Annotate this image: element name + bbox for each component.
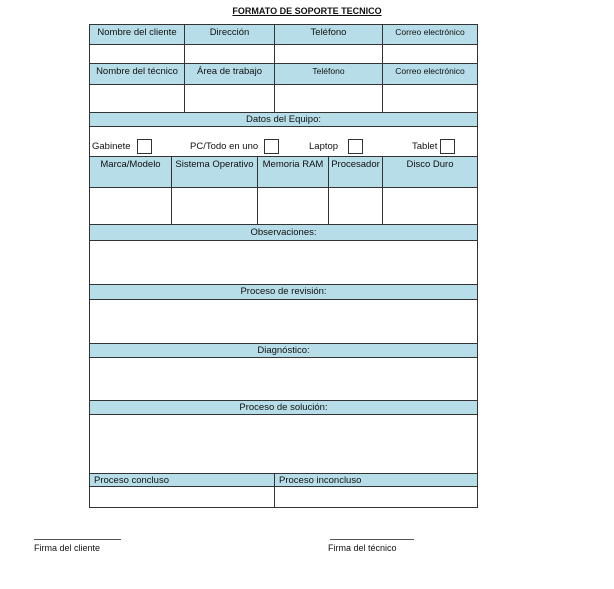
review-header: Proceso de revisión:	[89, 284, 478, 300]
client-signature-line[interactable]	[34, 539, 121, 540]
observations-header: Observaciones:	[89, 224, 478, 241]
type-label: Laptop	[309, 141, 339, 153]
cpu-field[interactable]	[328, 187, 383, 225]
solution-header: Proceso de solución:	[89, 400, 478, 415]
checkbox[interactable]	[440, 139, 455, 154]
checkbox[interactable]	[348, 139, 363, 154]
brand-field[interactable]	[89, 187, 172, 225]
client-signature-label: Firma del cliente	[34, 543, 101, 553]
header-ram: Memoria RAM	[257, 156, 329, 188]
header-client-name: Nombre del cliente	[89, 24, 185, 45]
tech-phone-field[interactable]	[274, 84, 383, 113]
header-tech-phone: Teléfono	[274, 63, 383, 85]
type-gabinete[interactable]	[92, 139, 152, 154]
type-label: Tablet	[412, 141, 438, 153]
header-disk: Disco Duro	[382, 156, 478, 188]
finished-field[interactable]	[89, 486, 275, 508]
header-brand: Marca/Modelo	[89, 156, 172, 188]
diagnosis-header: Diagnóstico:	[89, 343, 478, 358]
diagnosis-field[interactable]	[89, 357, 478, 401]
header-work-area: Área de trabajo	[184, 63, 275, 85]
checkbox[interactable]	[264, 139, 279, 154]
header-os: Sistema Operativo	[171, 156, 258, 188]
type-laptop[interactable]	[309, 139, 363, 154]
disk-field[interactable]	[382, 187, 478, 225]
type-tablet[interactable]	[412, 139, 455, 154]
finished-header: Proceso concluso	[89, 473, 275, 487]
type-label: Gabinete	[92, 141, 131, 153]
tech-email-field[interactable]	[382, 84, 478, 113]
review-field[interactable]	[89, 299, 478, 344]
ram-field[interactable]	[257, 187, 329, 225]
client-name-field[interactable]	[89, 44, 185, 64]
header-client-email: Correo electrónico	[382, 24, 478, 45]
header-cpu: Procesador	[328, 156, 383, 188]
tech-signature-label: Firma del técnico	[328, 543, 397, 553]
form-title: FORMATO DE SOPORTE TECNICO	[232, 6, 382, 16]
equipment-section-header: Datos del Equipo:	[89, 112, 478, 127]
checkbox[interactable]	[137, 139, 152, 154]
solution-field[interactable]	[89, 414, 478, 474]
client-email-field[interactable]	[382, 44, 478, 64]
type-pc[interactable]	[190, 139, 279, 154]
header-tech-email: Correo electrónico	[382, 63, 478, 85]
tech-name-field[interactable]	[89, 84, 185, 113]
header-client-phone: Teléfono	[274, 24, 383, 45]
observations-field[interactable]	[89, 240, 478, 285]
unfinished-header: Proceso inconcluso	[274, 473, 478, 487]
header-tech-name: Nombre del técnico	[89, 63, 185, 85]
header-address: Dirección	[184, 24, 275, 45]
os-field[interactable]	[171, 187, 258, 225]
work-area-field[interactable]	[184, 84, 275, 113]
type-label: PC/Todo en uno	[190, 141, 259, 153]
client-phone-field[interactable]	[274, 44, 383, 64]
unfinished-field[interactable]	[274, 486, 478, 508]
tech-signature-line[interactable]	[330, 539, 414, 540]
address-field[interactable]	[184, 44, 275, 64]
